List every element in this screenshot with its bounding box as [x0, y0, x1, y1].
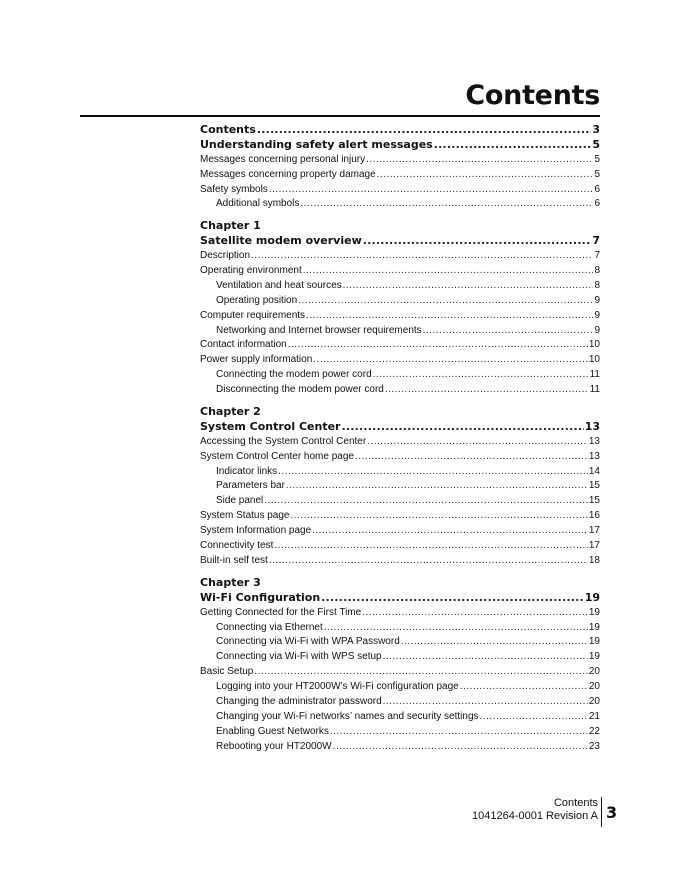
toc-entry-label: Wi-Fi Configuration [200, 590, 321, 604]
toc-entry[interactable] [200, 539, 600, 554]
toc-entry[interactable] [200, 710, 600, 725]
toc-entry-label: Built-in self test [200, 554, 268, 566]
footer-doc-id: 1041264-0001 Revision A [472, 810, 598, 822]
toc-entry[interactable] [200, 524, 600, 539]
toc-entry-page: 19 [588, 621, 600, 633]
toc-entry-label: Getting Connected for the First Time [200, 606, 362, 618]
toc-leader-dots [300, 197, 593, 212]
toc-leader-dots [274, 539, 588, 554]
toc-entry[interactable] [200, 123, 600, 138]
toc-entry-label: Computer requirements [200, 309, 306, 321]
toc-entry-page: 7 [592, 234, 600, 248]
toc-leader-dots [269, 183, 594, 198]
toc-leader-dots [367, 435, 588, 450]
toc-entry-label: Connectivity test [200, 540, 274, 552]
toc-entry-label: Ventilation and heat sources [216, 279, 342, 291]
toc-entry-label: System Control Center [200, 419, 341, 433]
toc-entry-label: Networking and Internet browser requirements [216, 324, 422, 336]
toc-entry[interactable] [200, 368, 600, 383]
footer-page-number: 3 [606, 803, 618, 822]
toc-leader-dots [401, 635, 588, 650]
toc-leader-dots [321, 591, 584, 606]
toc-leader-dots [385, 383, 589, 398]
toc-entry-label: Power supply information [200, 354, 313, 366]
toc-entry-label: Safety symbols [200, 183, 268, 195]
toc-entry[interactable] [200, 740, 600, 755]
toc-leader-dots [343, 279, 594, 294]
toc-entry-label: Logging into your HT2000W’s Wi-Fi configuration page [216, 681, 459, 693]
toc-entry-label: Operating environment [200, 265, 302, 277]
toc-entry-page: 13 [588, 450, 600, 462]
footer-divider [601, 797, 602, 827]
toc-entry-page: 7 [594, 250, 600, 262]
title-rule [80, 115, 600, 117]
toc-entry-label: Additional symbols [216, 198, 300, 210]
toc-entry[interactable] [200, 450, 600, 465]
toc-leader-dots [363, 234, 592, 249]
toc-entry-label: Operating position [216, 294, 298, 306]
toc-leader-dots [269, 554, 588, 569]
toc-entry-label: Connecting via Wi-Fi with WPS setup [216, 651, 382, 663]
toc-entry[interactable] [200, 435, 600, 450]
toc-entry-label: Rebooting your HT2000W [216, 740, 332, 752]
toc-entry[interactable] [200, 494, 600, 509]
toc-entry-label: Parameters bar [216, 480, 285, 492]
toc-entry-page: 10 [588, 354, 600, 366]
toc-entry[interactable] [200, 479, 600, 494]
toc-entry-label: Connecting via Wi-Fi with WPA Password [216, 636, 400, 648]
toc-entry-page: 6 [594, 183, 600, 195]
chapter-label: Chapter 3 [200, 575, 261, 589]
page-title: Contents [465, 80, 600, 111]
toc-entry[interactable] [200, 279, 600, 294]
chapter-label: Chapter 1 [200, 219, 261, 233]
toc-entry[interactable] [200, 621, 600, 636]
toc-entry-page: 19 [588, 651, 600, 663]
toc-leader-dots [373, 368, 589, 383]
toc-entry[interactable] [200, 168, 600, 183]
toc-leader-dots [278, 465, 588, 480]
toc-entry-page: 14 [588, 465, 600, 477]
toc-entry-label: Contents [200, 123, 256, 136]
toc-entry-label: System Control Center home page [200, 450, 354, 462]
toc-entry[interactable] [200, 324, 600, 339]
toc-entry-label: Changing the administrator password [216, 695, 382, 707]
toc-entry[interactable] [200, 420, 600, 435]
toc-entry[interactable] [200, 338, 600, 353]
toc-entry[interactable] [200, 509, 600, 524]
toc-leader-dots [312, 524, 588, 539]
toc-entry-page: 8 [594, 279, 600, 291]
toc-entry[interactable] [200, 650, 600, 665]
footer-section: Contents [553, 797, 598, 809]
toc-entry[interactable] [200, 383, 600, 398]
toc-entry[interactable] [200, 725, 600, 740]
chapter-label: Chapter 2 [200, 405, 261, 419]
toc-entry-label: Connecting via Ethernet [216, 621, 323, 633]
toc-entry-label: Messages concerning property damage [200, 168, 376, 180]
toc-leader-dots [251, 249, 593, 264]
toc-leader-dots [423, 324, 594, 339]
toc-entry[interactable] [200, 554, 600, 569]
toc-leader-dots [303, 264, 594, 279]
toc-entry-label: Indicator links [216, 465, 278, 477]
toc-leader-dots [264, 494, 588, 509]
toc-entry-page: 13 [588, 435, 600, 447]
toc-entry-page: 22 [588, 725, 600, 737]
toc-entry-page: 20 [588, 666, 600, 678]
toc-leader-dots [355, 450, 588, 465]
toc-entry-page: 10 [588, 339, 600, 351]
toc-leader-dots [306, 309, 593, 324]
toc-entry-label: Understanding safety alert messages [200, 137, 433, 151]
toc-leader-dots [298, 294, 593, 309]
toc-leader-dots [288, 338, 588, 353]
toc-entry-label: Basic Setup [200, 666, 254, 678]
toc-entry-label: Messages concerning personal injury [200, 153, 366, 165]
toc-entry-label: Contact information [200, 339, 287, 351]
toc-entry-page: 3 [592, 123, 600, 136]
toc-entry-page: 8 [594, 265, 600, 277]
toc-entry-label: Enabling Guest Networks [216, 725, 329, 737]
toc-entry[interactable] [200, 695, 600, 710]
toc-leader-dots [434, 138, 592, 153]
toc-entry[interactable] [200, 680, 600, 695]
toc-entry[interactable] [200, 606, 600, 621]
toc-entry[interactable] [200, 234, 600, 249]
toc-entry-page: 5 [594, 153, 600, 165]
toc-entry-page: 6 [594, 198, 600, 210]
toc-entry[interactable] [200, 665, 600, 680]
toc-entry[interactable] [200, 309, 600, 324]
toc-entry-label: Changing your Wi-Fi networks’ names and security settings [216, 710, 479, 722]
toc-leader-dots [460, 680, 588, 695]
toc-entry[interactable] [200, 264, 600, 279]
toc-entry[interactable] [200, 183, 600, 198]
toc-entry-page: 20 [588, 695, 600, 707]
toc-entry[interactable] [200, 294, 600, 309]
toc-entry-page: 9 [594, 294, 600, 306]
toc-entry-page: 18 [588, 554, 600, 566]
toc-entry-label: System Information page [200, 525, 312, 537]
toc-entry-page: 9 [594, 324, 600, 336]
toc-entry-page: 5 [594, 168, 600, 180]
toc-entry-page: 20 [588, 681, 600, 693]
toc-leader-dots [313, 353, 588, 368]
footer [472, 797, 598, 823]
toc-leader-dots [480, 710, 588, 725]
toc-entry-page: 9 [594, 309, 600, 321]
toc-entry[interactable] [200, 635, 600, 650]
toc-entry-label: Disconnecting the modem power cord [216, 384, 384, 396]
toc-leader-dots [330, 725, 588, 740]
toc-leader-dots [333, 740, 588, 755]
toc-leader-dots [324, 621, 588, 636]
toc-leader-dots [383, 695, 588, 710]
toc-entry[interactable] [200, 353, 600, 368]
toc-leader-dots [286, 479, 588, 494]
toc-entry[interactable] [200, 153, 600, 168]
toc-entry[interactable] [200, 465, 600, 480]
toc-leader-dots [383, 650, 588, 665]
toc-entry[interactable] [200, 197, 600, 212]
toc-entry-label: System Status page [200, 510, 290, 522]
toc-leader-dots [377, 168, 594, 183]
toc-entry-page: 13 [584, 419, 600, 433]
toc-entry-page: 11 [589, 384, 600, 396]
toc-entry-page: 16 [588, 510, 600, 522]
toc-leader-dots [341, 420, 583, 435]
toc-entry-label: Connecting the modem power cord [216, 369, 372, 381]
toc-leader-dots [254, 665, 588, 680]
toc-entry-page: 5 [592, 137, 600, 151]
toc-entry-label: Accessing the System Control Center [200, 435, 367, 447]
toc-entry-page: 19 [584, 590, 600, 604]
toc-leader-dots [362, 606, 588, 621]
toc-entry-page: 19 [588, 636, 600, 648]
toc-entry-page: 11 [589, 369, 600, 381]
toc-entry-label: Description [200, 250, 251, 262]
table-of-contents [200, 123, 600, 755]
toc-entry[interactable] [200, 138, 600, 153]
toc-entry-page: 21 [588, 710, 600, 722]
toc-entry[interactable] [200, 591, 600, 606]
toc-entry-page: 15 [588, 495, 600, 507]
toc-entry-page: 15 [588, 480, 600, 492]
toc-entry[interactable] [200, 249, 600, 264]
toc-entry-page: 23 [588, 740, 600, 752]
toc-leader-dots [257, 123, 592, 138]
toc-leader-dots [366, 153, 593, 168]
toc-entry-page: 17 [588, 525, 600, 537]
toc-entry-label: Side panel [216, 495, 264, 507]
toc-entry-page: 19 [588, 606, 600, 618]
toc-leader-dots [291, 509, 588, 524]
toc-entry-label: Satellite modem overview [200, 234, 362, 248]
toc-entry-page: 17 [588, 540, 600, 552]
